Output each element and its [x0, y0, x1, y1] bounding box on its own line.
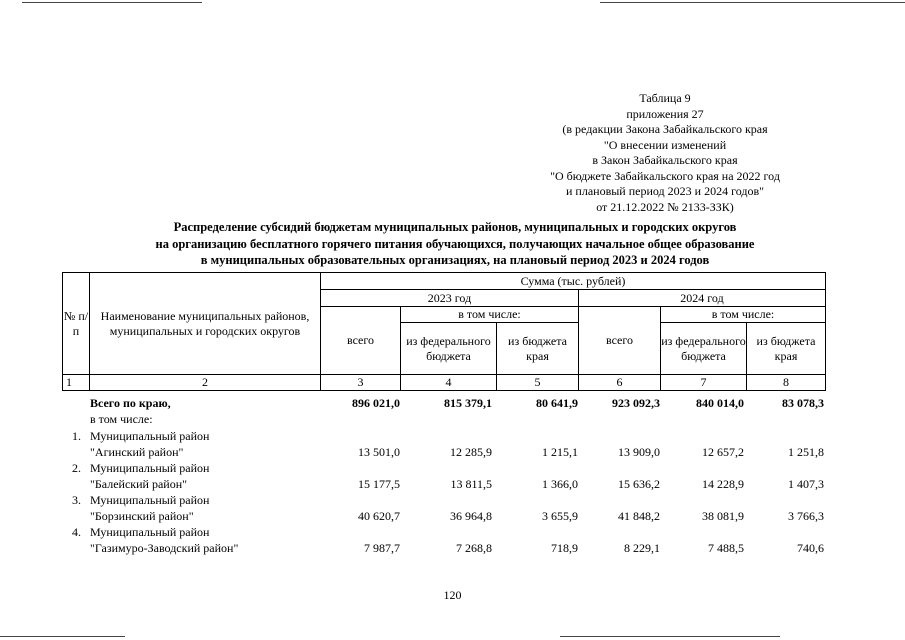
- row-name-line2: "Балейский район": [90, 477, 188, 491]
- header-line: приложения 27: [626, 106, 704, 121]
- document-title: [60, 219, 850, 269]
- total-value: 923 092,3: [612, 396, 660, 410]
- row-value: 40 620,7: [358, 509, 400, 523]
- col-number: 3: [357, 375, 364, 390]
- total-row-label: Всего по краю,: [90, 396, 171, 410]
- col-header-name: Наименование муниципальных районов, муниципальных и городских округов: [100, 309, 310, 338]
- title-line: на организацию бесплатного горячего питания обучающихся, получающих начальное общее образование: [155, 236, 755, 251]
- title-line: в муниципальных образовательных организациях, на плановый период 2023 и 2024 годов: [200, 253, 710, 267]
- row-name-line1: Муниципальный район: [90, 461, 210, 475]
- col-header-federal-2024: из федерального бюджета: [661, 334, 746, 363]
- col-number: 6: [616, 375, 623, 390]
- row-name-line2: "Борзинский район": [90, 509, 194, 523]
- col-header-total-2023: всего: [346, 333, 375, 348]
- row-value: 15 177,5: [358, 477, 400, 491]
- row-value: 3 655,9: [542, 509, 578, 523]
- col-number: 1: [66, 375, 72, 390]
- col-number: 2: [202, 375, 208, 390]
- col-number: 7: [700, 375, 707, 390]
- total-value: 815 379,1: [444, 396, 492, 410]
- row-value: 13 909,0: [618, 445, 660, 459]
- page-number: 120: [443, 588, 462, 602]
- row-value: 7 488,5: [708, 541, 744, 555]
- row-value: 12 657,2: [702, 445, 744, 459]
- row-value: 36 964,8: [450, 509, 492, 523]
- header-line: Таблица 9: [639, 91, 691, 105]
- row-value: 12 285,9: [450, 445, 492, 459]
- header-line: от 21.12.2022 № 2133-ЗЗК): [596, 199, 734, 214]
- col-number: 8: [783, 375, 789, 390]
- row-value: 740,6: [797, 541, 824, 555]
- title-line: Распределение субсидий бюджетам муниципальных районов, муниципальных и городских округов: [173, 220, 737, 234]
- header-line: (в редакции Закона Забайкальского края: [562, 122, 768, 136]
- row-value: 7 987,7: [364, 541, 400, 555]
- year-2024-header: 2024 год: [680, 290, 724, 305]
- row-value: 7 268,8: [456, 541, 492, 555]
- including-header-2024: в том числе:: [711, 307, 775, 322]
- row-value: 8 229,1: [624, 541, 660, 555]
- top-edge-line-right: [600, 2, 905, 3]
- header-line: в Закон Забайкальского края: [592, 153, 738, 167]
- row-name-line1: Муниципальный район: [90, 525, 210, 539]
- row-number: 2.: [72, 461, 81, 475]
- row-value: 718,9: [551, 541, 578, 555]
- row-value: 3 766,3: [788, 509, 824, 523]
- col-header-federal-2023: из федерального бюджета: [406, 334, 491, 363]
- header-line: "О бюджете Забайкальского края на 2022 год: [550, 168, 780, 183]
- year-2023-header: 2023 год: [427, 290, 472, 305]
- row-name-line1: Муниципальный район: [90, 493, 210, 507]
- col-header-regional-2024: из бюджета края: [756, 334, 816, 363]
- row-value: 1 407,3: [788, 477, 824, 491]
- total-value: 896 021,0: [352, 396, 400, 410]
- total-value: 83 078,3: [782, 396, 824, 410]
- including-header-2023: в том числе:: [458, 307, 521, 322]
- row-number: 3.: [72, 493, 81, 507]
- sum-header: Сумма (тыс. рублей): [520, 273, 626, 288]
- row-value: 38 081,9: [702, 509, 744, 523]
- col-header-total-2024: всего: [605, 333, 634, 348]
- header-line: "О внесении изменений: [603, 137, 727, 152]
- col-number: 5: [534, 375, 541, 390]
- row-value: 13 811,5: [450, 477, 492, 491]
- document-header: [520, 91, 810, 215]
- row-value: 15 636,2: [618, 477, 660, 491]
- row-name-line2: "Агинский район": [90, 445, 184, 459]
- header-line: и плановый период 2023 и 2024 годов": [565, 184, 765, 198]
- total-value: 840 014,0: [696, 396, 744, 410]
- col-header-number: № п/п: [63, 309, 89, 338]
- row-number: 4.: [72, 525, 81, 539]
- col-header-regional-2023: из бюджета края: [508, 334, 567, 363]
- col-number: 4: [445, 375, 452, 390]
- row-value: 1 366,0: [542, 477, 578, 491]
- top-edge-line-left: [22, 2, 202, 3]
- bottom-edge-line-right: [560, 636, 780, 637]
- row-name-line2: "Газимуро-Заводский район": [90, 541, 239, 555]
- row-value: 1 251,8: [788, 445, 824, 459]
- including-label: в том числе:: [90, 412, 153, 426]
- row-name-line1: Муниципальный район: [90, 429, 210, 443]
- row-number: 1.: [72, 429, 81, 443]
- bottom-edge-line-left: [0, 636, 125, 637]
- row-value: 1 215,1: [542, 445, 578, 459]
- total-value: 80 641,9: [536, 396, 578, 410]
- row-value: 41 848,2: [618, 509, 660, 523]
- row-value: 14 228,9: [702, 477, 744, 491]
- row-value: 13 501,0: [358, 445, 400, 459]
